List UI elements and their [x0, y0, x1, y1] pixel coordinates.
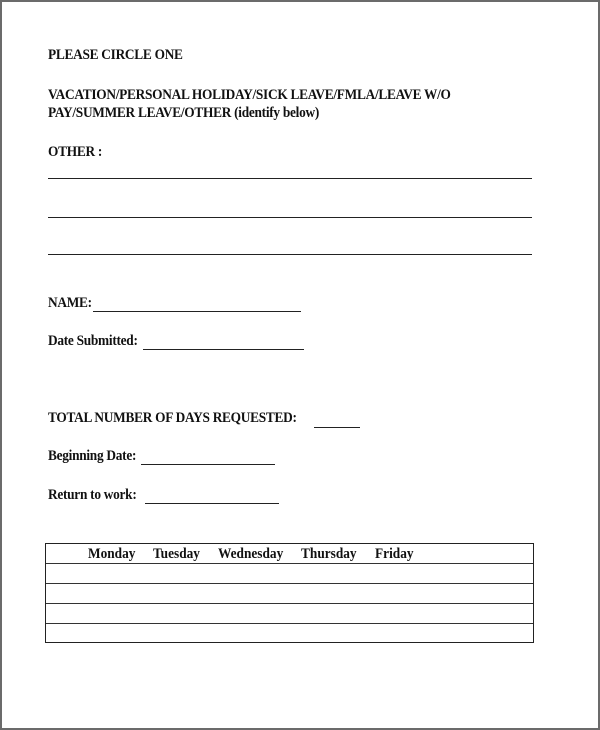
other-label: OTHER :	[48, 144, 103, 160]
return-to-work-field[interactable]	[145, 503, 279, 504]
header-tuesday: Tuesday	[153, 546, 200, 562]
date-submitted-label: Date Submitted:	[48, 333, 138, 349]
total-days-field[interactable]	[314, 427, 360, 428]
leave-types-line-2[interactable]: PAY/SUMMER LEAVE/OTHER (identify below)	[48, 105, 320, 121]
beginning-date-label: Beginning Date:	[48, 448, 137, 464]
table-row[interactable]	[46, 584, 533, 603]
beginning-date-field[interactable]	[141, 464, 275, 465]
return-to-work-label: Return to work:	[48, 487, 137, 503]
table-row[interactable]	[46, 564, 533, 583]
name-field[interactable]	[93, 311, 301, 312]
header-wednesday: Wednesday	[218, 546, 284, 562]
other-line-1[interactable]	[48, 178, 532, 179]
other-line-3[interactable]	[48, 254, 532, 255]
header-monday: Monday	[88, 546, 136, 562]
other-line-2[interactable]	[48, 217, 532, 218]
circle-one-instruction: PLEASE CIRCLE ONE	[48, 47, 183, 63]
table-row[interactable]	[46, 604, 533, 623]
leave-types-line-1[interactable]: VACATION/PERSONAL HOLIDAY/SICK LEAVE/FMLA/LEAVE W/O	[48, 87, 451, 103]
table-row[interactable]	[46, 624, 533, 642]
name-label: NAME:	[48, 295, 92, 311]
header-thursday: Thursday	[301, 546, 357, 562]
total-days-label: TOTAL NUMBER OF DAYS REQUESTED:	[48, 410, 297, 426]
header-friday: Friday	[375, 546, 414, 562]
date-submitted-field[interactable]	[143, 349, 304, 350]
schedule-table	[45, 543, 534, 643]
